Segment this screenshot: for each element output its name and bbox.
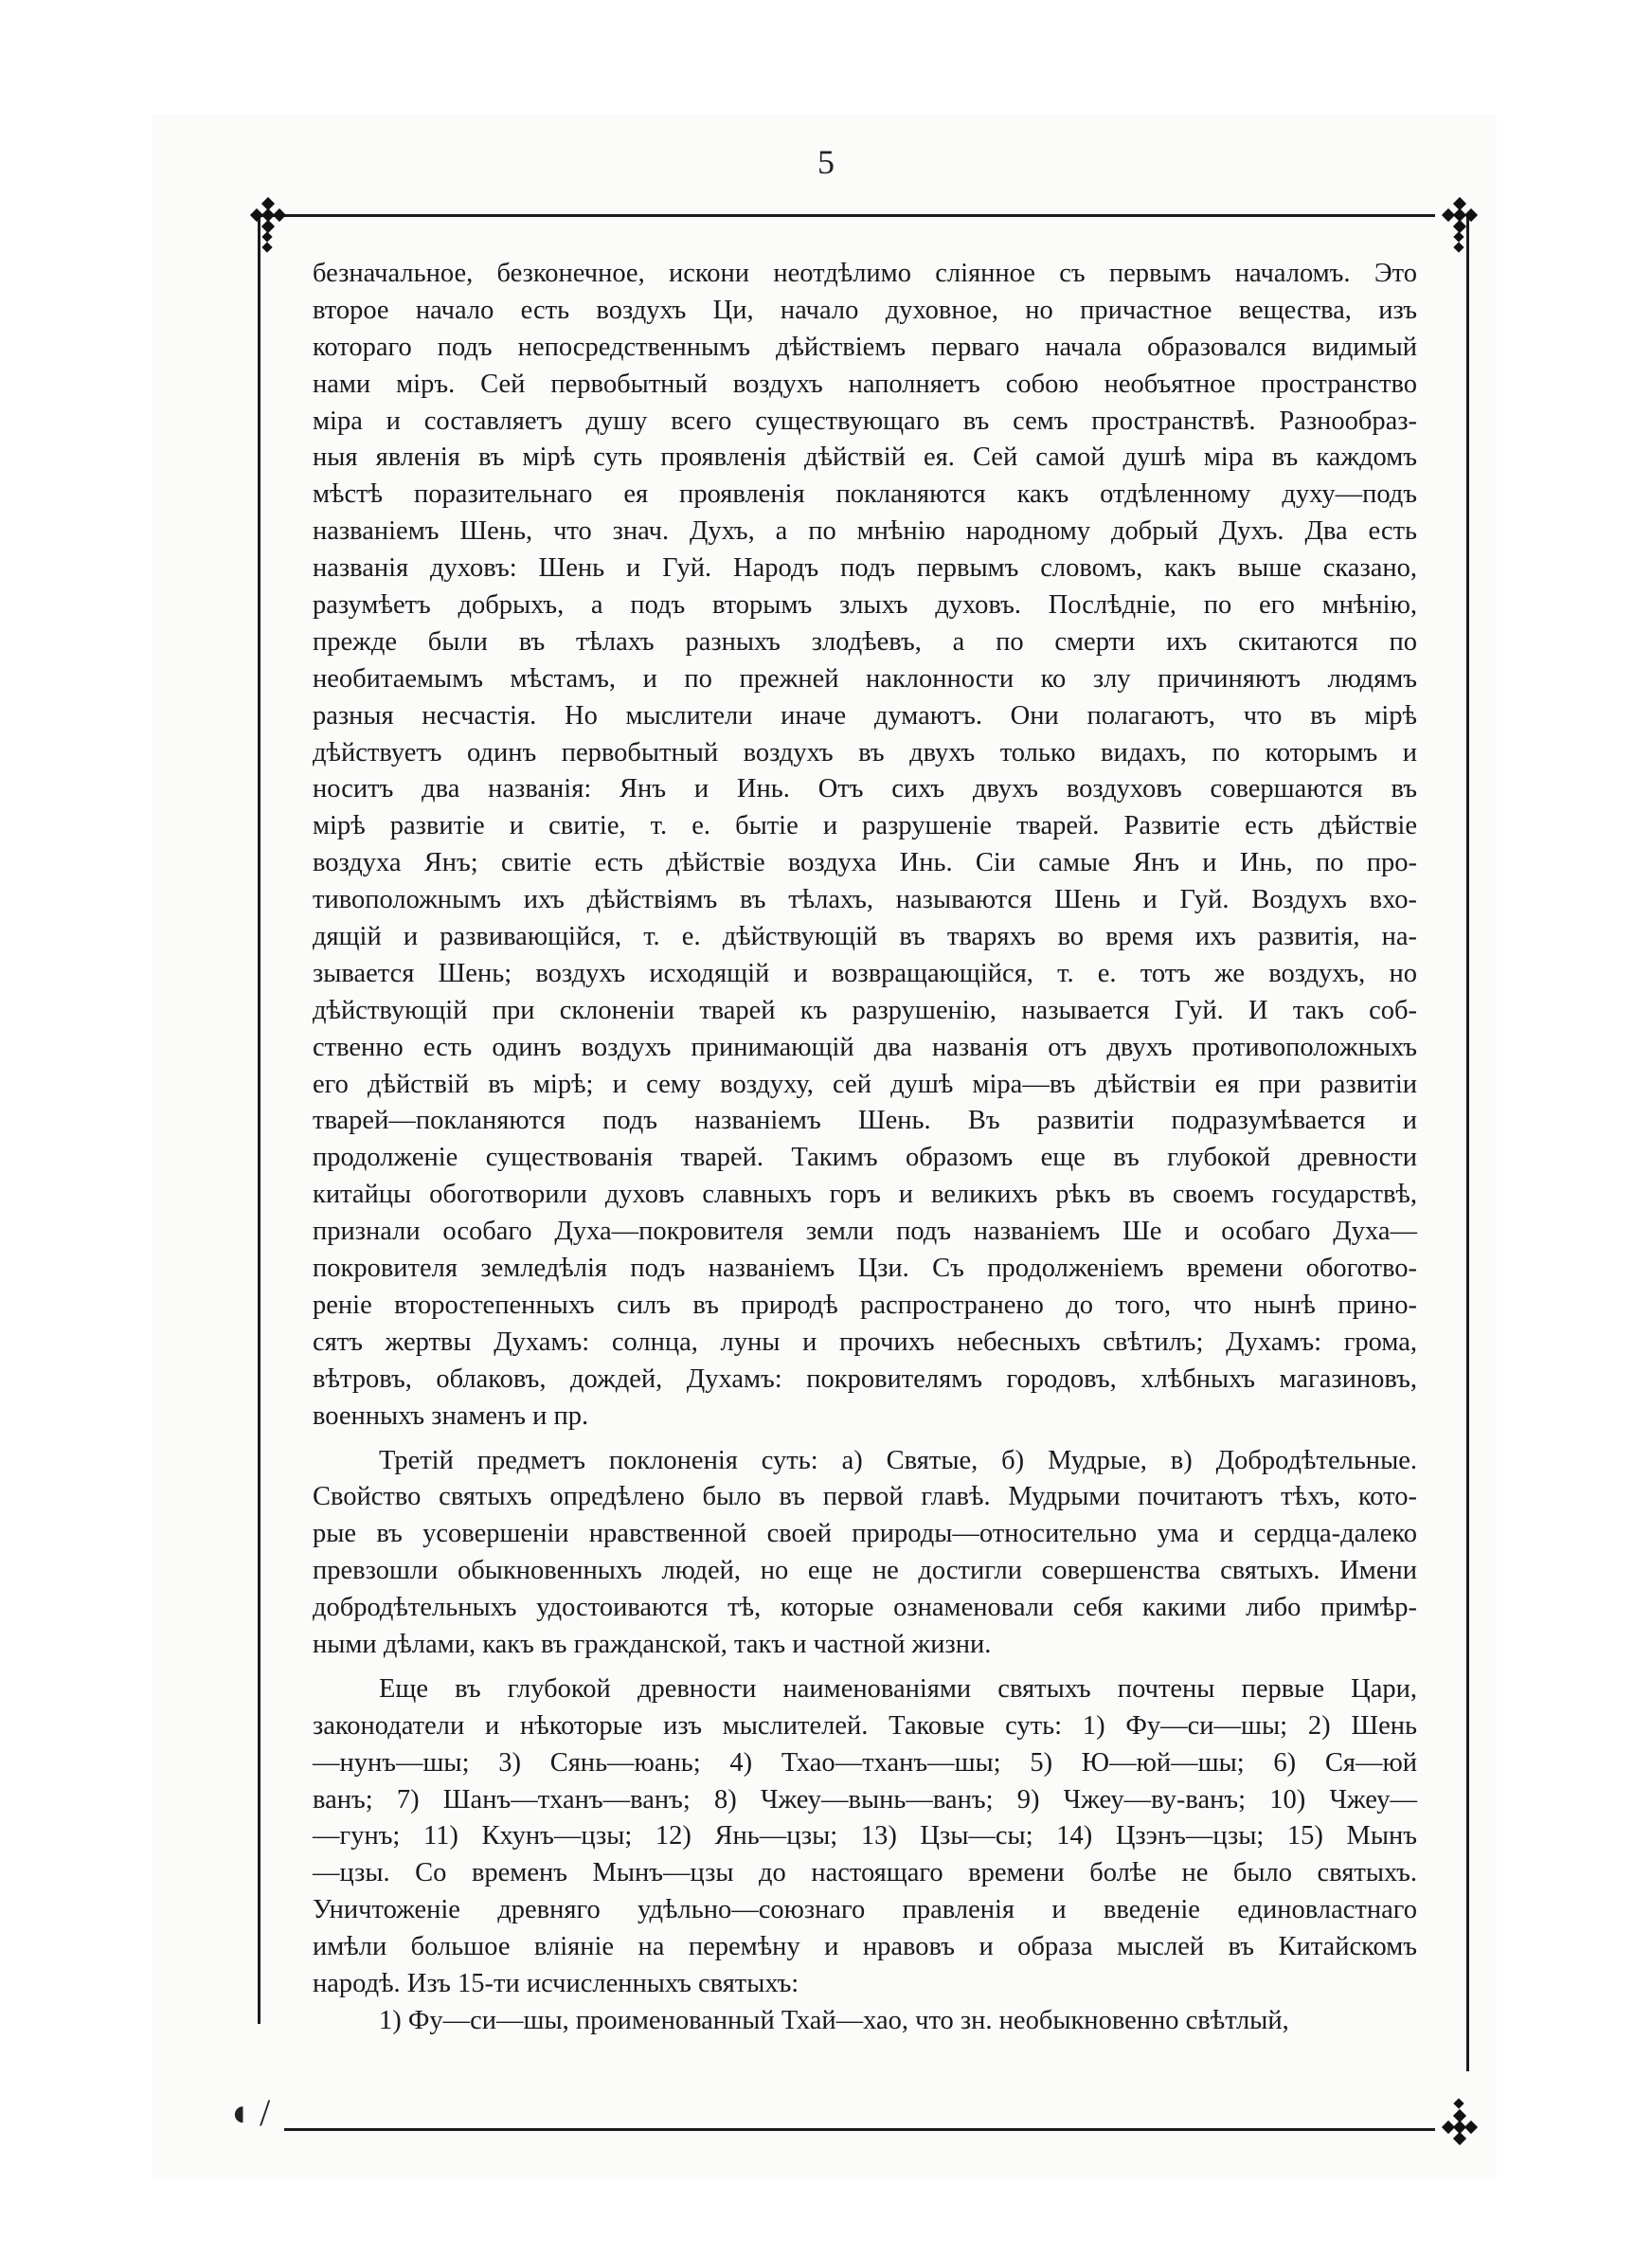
text-line: мѣстѣ поразительнаго ея проявленія покланяются какъ отдѣленному духу—подъ <box>313 479 1417 510</box>
frame-left-rule <box>258 214 260 2024</box>
text-line: дѣйствующій при склоненіи тварей къ разрушенію, называется Гуй. И такъ соб- <box>313 995 1417 1025</box>
text-line: превзошли обыкновенныхъ людей, но еще не достигли совершенства святыхъ. Имени <box>313 1556 1417 1586</box>
text-line: 1) Фу—си—шы, проименованный Тхай—хао, что зн. необыкновенно свѣтлый, <box>379 2005 1289 2035</box>
text-line: законодатели и нѣкоторые изъ мыслителей. Таковые суть: 1) Фу—си—шы; 2) Шень <box>313 1710 1417 1741</box>
paragraph <box>313 1443 1417 1664</box>
text-line: названіемъ Шень, что знач. Духъ, а по мнѣнію народному добрый Духъ. Два есть <box>313 516 1417 547</box>
paragraph <box>313 256 1417 1435</box>
text-line: Третій предметъ поклоненія суть: а) Святые, б) Мудрые, в) Добродѣтельные. <box>379 1445 1417 1475</box>
text-line: котораго подъ непосредственнымъ дѣйствіемъ перваго начала образовался видимый <box>313 332 1417 362</box>
text-line: добродѣтельныхъ удостоиваются тѣ, которые ознаменовали себя какими либо примѣр- <box>313 1593 1417 1623</box>
text-line: Еще въ глубокой древности наименованіями святыхъ почтены первые Цари, <box>379 1673 1417 1704</box>
text-line: ными дѣлами, какъ въ гражданской, такъ и частной жизни. <box>313 1629 992 1659</box>
text-line: воздуха Янъ; свитіе есть дѣйствіе воздуха Инь. Сіи самые Янъ и Инь, по про- <box>313 848 1417 878</box>
diamond-ornament-icon <box>1427 2092 1502 2168</box>
text-line: дящій и развивающійся, т. е. дѣйствующій въ тваряхъ во время ихъ развитія, на- <box>313 922 1417 952</box>
page-number: 5 <box>817 143 835 181</box>
text-line: носитъ два названія: Янъ и Инь. Отъ сихъ двухъ воздуховъ совершаются въ <box>313 774 1417 804</box>
text-line: —гунъ; 11) Кхунъ—цзы; 12) Янь—цзы; 13) Цзы—сы; 14) Цзэнъ—цзы; 15) Мынъ <box>313 1821 1417 1851</box>
text-line: реніе второстепенныхъ силъ въ природѣ распространено до того, что нынѣ прино- <box>313 1290 1417 1320</box>
text-line: разумѣетъ добрыхъ, а подъ вторымъ злыхъ духовъ. Послѣдніе, по его мнѣнію, <box>313 590 1417 621</box>
text-line: вѣтровъ, облаковъ, дождей, Духамъ: покровителямъ городовъ, хлѣбныхъ магазиновъ, <box>313 1363 1417 1394</box>
text-line: Свойство святыхъ опредѣлено было въ первой главѣ. Мудрыми почитаютъ тѣхъ, кото- <box>313 1482 1417 1512</box>
text-line: ныя явленія въ мірѣ суть проявленія дѣйствій ея. Сей самой душѣ міра въ каждомъ <box>313 442 1417 473</box>
text-line: разныя несчастія. Но мыслители иначе думаютъ. Они полагаютъ, что въ мірѣ <box>313 700 1417 731</box>
text-line: продолженіе существованія тварей. Такимъ образомъ еще въ глубокой древности <box>313 1143 1417 1173</box>
text-line: имѣли большое вліяніе на перемѣну и нравовъ и образа мыслей въ Китайскомъ <box>313 1932 1417 1962</box>
text-line: —нунъ—шы; 3) Сянь—юань; 4) Тхао—тханъ—шы; 5) Ю—юй—шы; 6) Ся—юй <box>313 1747 1417 1778</box>
diamond-ornament-icon <box>235 180 311 256</box>
text-line: необитаемымъ мѣстамъ, и по прежней наклонности ко злу причиняютъ людямъ <box>313 663 1417 694</box>
text-line: прежде были въ тѣлахъ разныхъ злодѣевъ, а по смерти ихъ скитаются по <box>313 626 1417 657</box>
paragraph <box>313 1671 1417 2003</box>
text-line: тварей—покланяются подъ названіемъ Шень. Въ развитіи подразумѣвается и <box>313 1106 1417 1136</box>
text-line: дѣйствуетъ одинъ первобытный воздухъ въ двухъ только видахъ, по которымъ и <box>313 737 1417 767</box>
text-line: второе начало есть воздухъ Ци, начало духовное, но причастное вещества, изъ <box>313 295 1417 325</box>
text-line: рые въ усовершеніи нравственной своей природы—относительно ума и сердца-далеко <box>313 1519 1417 1549</box>
frame-right-rule <box>1466 214 1469 2071</box>
text-line: военныхъ знаменъ и пр. <box>313 1400 589 1431</box>
text-line: сятъ жертвы Духамъ: солнца, луны и прочихъ небесныхъ свѣтилъ; Духамъ: грома, <box>313 1327 1417 1357</box>
text-line: покровителя земледѣлія подъ названіемъ Цзи. Съ продолженіемъ времени обоготво- <box>313 1254 1417 1284</box>
text-line: его дѣйствій въ мірѣ; и сему воздуху, сей душѣ міра—въ дѣйствіи ея при развитіи <box>313 1069 1417 1099</box>
text-line: нами міръ. Сей первобытный воздухъ наполняетъ собою необъятное пространство <box>313 369 1417 399</box>
text-line: ванъ; 7) Шанъ—тханъ—ванъ; 8) Чжеу—вынь—ванъ; 9) Чжеу—ву-ванъ; 10) Чжеу— <box>313 1784 1417 1815</box>
text-line: народѣ. Изъ 15-ти исчисленныхъ святыхъ: <box>313 1968 799 1998</box>
text-line: признали особаго Духа—покровителя земли подъ названіемъ Ше и особаго Духа— <box>313 1217 1417 1247</box>
corner-mark: ◖ / <box>227 2091 271 2134</box>
text-line: Уничтоженіе древняго удѣльно—союзнаго правленія и введеніе единовластнаго <box>313 1895 1417 1925</box>
text-line: —цзы. Со временъ Мынъ—цзы до настоящаго времени болѣе не было святыхъ. <box>313 1858 1417 1888</box>
text-line: міра и составляетъ душу всего существующаго въ семъ пространствѣ. Разнообраз- <box>313 406 1417 436</box>
frame-top-rule <box>260 214 1435 217</box>
text-line: названія духовъ: Шень и Гуй. Народъ подъ первымъ словомъ, какъ выше сказано, <box>313 553 1417 584</box>
text-line: зывается Шень; воздухъ исходящій и возвращающійся, т. е. тотъ же воздухъ, но <box>313 958 1417 988</box>
paragraph <box>313 2003 1417 2040</box>
text-line: мірѣ развитіе и свитіе, т. е. бытіе и разрушеніе тварей. Развитіе есть дѣйствіе <box>313 811 1417 841</box>
text-line: ственно есть одинъ воздухъ принимающій два названія отъ двухъ противоположныхъ <box>313 1032 1417 1062</box>
frame-bottom-rule <box>284 2128 1435 2131</box>
text-line: безначальное, безконечное, искони неотдѣлимо сліянное съ первымъ началомъ. Это <box>313 259 1417 288</box>
diamond-ornament-icon <box>1427 180 1502 256</box>
text-line: тивоположнымъ ихъ дѣйствіямъ въ тѣлахъ, называются Шень и Гуй. Воздухъ вхо- <box>313 885 1417 915</box>
body-text <box>313 256 1417 2040</box>
text-line: китайцы обоготворили духовъ славныхъ горъ и великихъ рѣкъ въ своемъ государствѣ, <box>313 1180 1417 1210</box>
